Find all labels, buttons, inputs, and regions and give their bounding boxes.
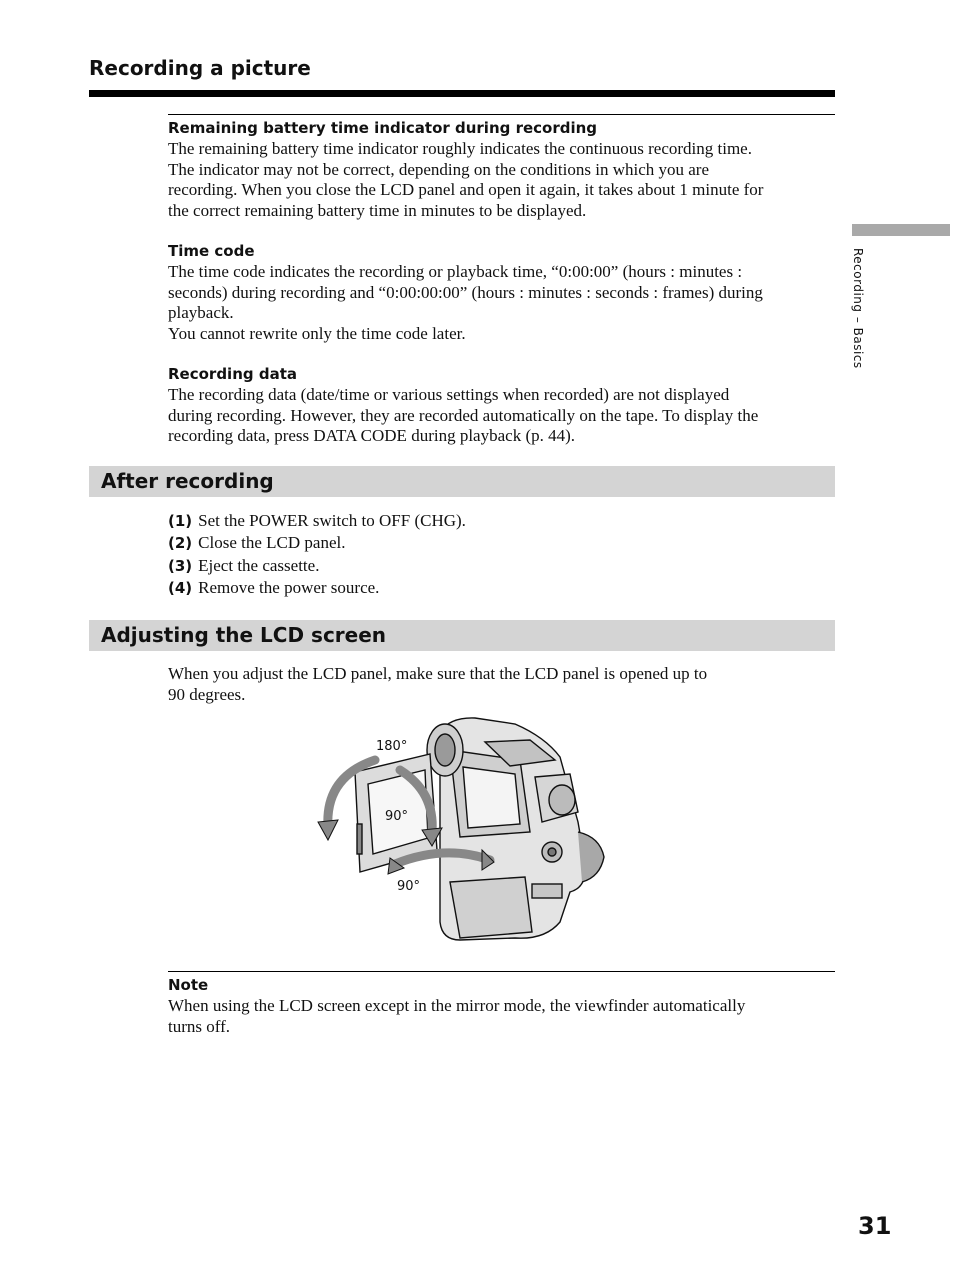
text-line: recording. When you close the LCD panel and open it again, it takes about 1 minute for [168, 180, 764, 199]
text-line: You cannot rewrite only the time code later. [168, 323, 466, 343]
text-line: the correct remaining battery time in minutes to be displayed. [168, 200, 587, 220]
after-recording-band [89, 466, 835, 497]
note-paragraph [168, 996, 836, 1037]
step-item [168, 532, 345, 554]
timecode-paragraph [168, 262, 836, 344]
text-line: The indicator may not be correct, depending on the conditions in which you are [168, 159, 710, 179]
text-line: The remaining battery time indicator roughly indicates the continuous recording time. [168, 139, 752, 158]
step-item [168, 577, 379, 599]
text-line: The time code indicates the recording or playback time, “0:00:00” (hours : minutes : [168, 262, 743, 281]
battery-paragraph [168, 139, 836, 221]
step-text: Set the POWER switch to OFF (CHG). [198, 511, 466, 530]
angle-label-90-swing: 90° [397, 879, 421, 894]
battery-heading: Remaining battery time indicator during recording [168, 119, 598, 137]
angle-label-180: 180° [376, 739, 408, 754]
text-line: When using the LCD screen except in the mirror mode, the viewfinder automatically [168, 996, 746, 1015]
side-label: Recording – Basics [851, 248, 865, 369]
timecode-heading: Time code [168, 242, 255, 260]
angle-label-90-panel: 90° [385, 809, 409, 824]
after-recording-title: After recording [101, 469, 274, 493]
header-rule [89, 90, 835, 97]
adjusting-title: Adjusting the LCD screen [101, 623, 387, 647]
step-number: (3) [168, 557, 193, 575]
side-tab [852, 224, 950, 236]
note-rule [168, 971, 835, 972]
step-number: (1) [168, 512, 193, 530]
step-number: (4) [168, 579, 193, 597]
step-item [168, 555, 319, 577]
recdata-heading: Recording data [168, 365, 297, 383]
recdata-paragraph [168, 385, 836, 447]
text-line: When you adjust the LCD panel, make sure that the LCD panel is opened up to [168, 664, 708, 683]
page-number: 31 [858, 1212, 892, 1240]
step-text: Eject the cassette. [198, 556, 320, 575]
text-line: 90 degrees. [168, 684, 246, 704]
text-line: playback. [168, 303, 234, 322]
text-line: turns off. [168, 1016, 231, 1036]
note-heading: Note [168, 976, 209, 994]
camcorder-lcd-illustration [300, 712, 620, 947]
step-text: Remove the power source. [198, 578, 380, 597]
text-line: The recording data (date/time or various settings when recorded) are not displayed [168, 385, 730, 404]
step-text: Close the LCD panel. [198, 533, 346, 552]
text-line: recording data, press DATA CODE during playback (p. 44). [168, 426, 576, 445]
adjusting-band [89, 620, 835, 651]
text-line: seconds) during recording and “0:00:00:00” (hours : minutes : seconds : frames) during [168, 282, 763, 302]
text-line: during recording. However, they are recorded automatically on the tape. To display the [168, 405, 759, 425]
section-rule [168, 114, 835, 115]
step-number: (2) [168, 534, 193, 552]
step-item [168, 510, 466, 532]
page-header-title: Recording a picture [89, 56, 311, 80]
adjusting-paragraph [168, 664, 836, 705]
